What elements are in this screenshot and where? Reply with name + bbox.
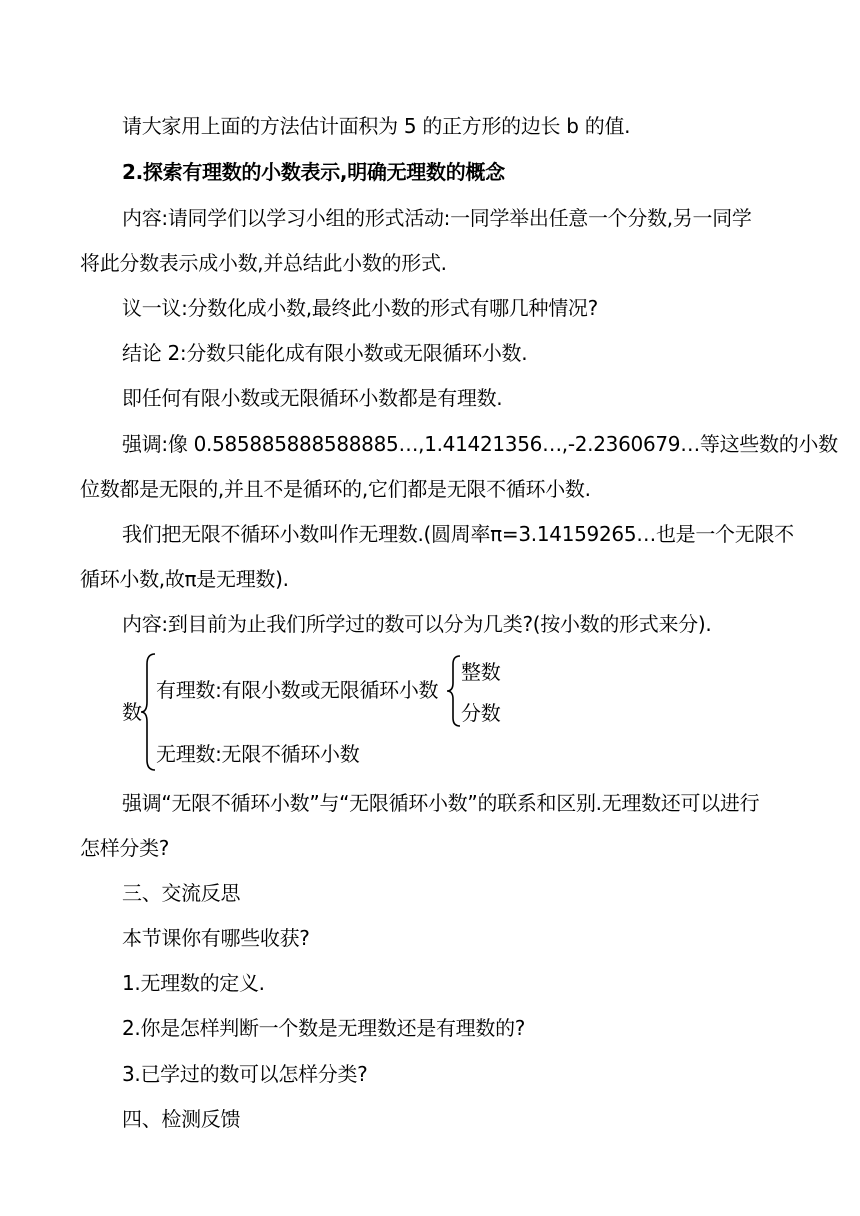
paragraph-content-1b: 将此分数表示成小数,并总结此小数的形式. xyxy=(80,251,447,275)
paragraph-discuss: 议一议:分数化成小数,最终此小数的形式有哪几种情况? xyxy=(122,296,598,320)
paragraph-emphasis-2a: 强调“无限不循环小数”与“无限循环小数”的联系和区别.无理数还可以进行 xyxy=(122,791,760,815)
paragraph-content-1a: 内容:请同学们以学习小组的形式活动:一同学举出任意一个分数,另一同学 xyxy=(122,206,752,230)
paragraph-emphasis-1a: 强调:像 0.585885888588885…,1.41421356…,-2.2360679…等这些数的小数 xyxy=(122,432,838,456)
paragraph-content-2: 内容:到目前为止我们所学过的数可以分为几类?(按小数的形式来分). xyxy=(122,612,712,636)
section-heading-2: 2.探索有理数的小数表示,明确无理数的概念 xyxy=(122,160,505,184)
tree-irrational-label: 无理数:无限不循环小数 xyxy=(156,742,360,766)
tree-rational-label: 有理数:有限小数或无限循环小数 xyxy=(156,678,439,702)
paragraph-irrational-def-a: 我们把无限不循环小数叫作无理数.(圆周率π=3.14159265…也是一个无限不 xyxy=(122,522,794,546)
list-item-3: 3.已学过的数可以怎样分类? xyxy=(122,1062,368,1086)
section-heading-reflection: 三、交流反思 xyxy=(122,881,241,905)
paragraph-emphasis-2b: 怎样分类? xyxy=(80,836,170,860)
paragraph-estimate: 请大家用上面的方法估计面积为 5 的正方形的边长 b 的值. xyxy=(122,114,631,138)
paragraph-rational-statement: 即任何有限小数或无限循环小数都是有理数. xyxy=(122,386,503,410)
inner-brace xyxy=(446,654,462,728)
list-item-1: 1.无理数的定义. xyxy=(122,971,265,995)
section-heading-feedback: 四、检测反馈 xyxy=(122,1107,241,1131)
paragraph-irrational-def-b: 循环小数,故π是无理数). xyxy=(80,567,289,591)
paragraph-question: 本节课你有哪些收获? xyxy=(122,926,310,950)
tree-integer-label: 整数 xyxy=(461,660,501,684)
paragraph-emphasis-1b: 位数都是无限的,并且不是循环的,它们都是无限不循环小数. xyxy=(80,477,591,501)
paragraph-conclusion-2: 结论 2:分数只能化成有限小数或无限循环小数. xyxy=(122,341,528,365)
tree-fraction-label: 分数 xyxy=(461,701,501,725)
list-item-2: 2.你是怎样判断一个数是无理数还是有理数的? xyxy=(122,1016,526,1040)
tree-root-label: 数 xyxy=(122,700,142,724)
